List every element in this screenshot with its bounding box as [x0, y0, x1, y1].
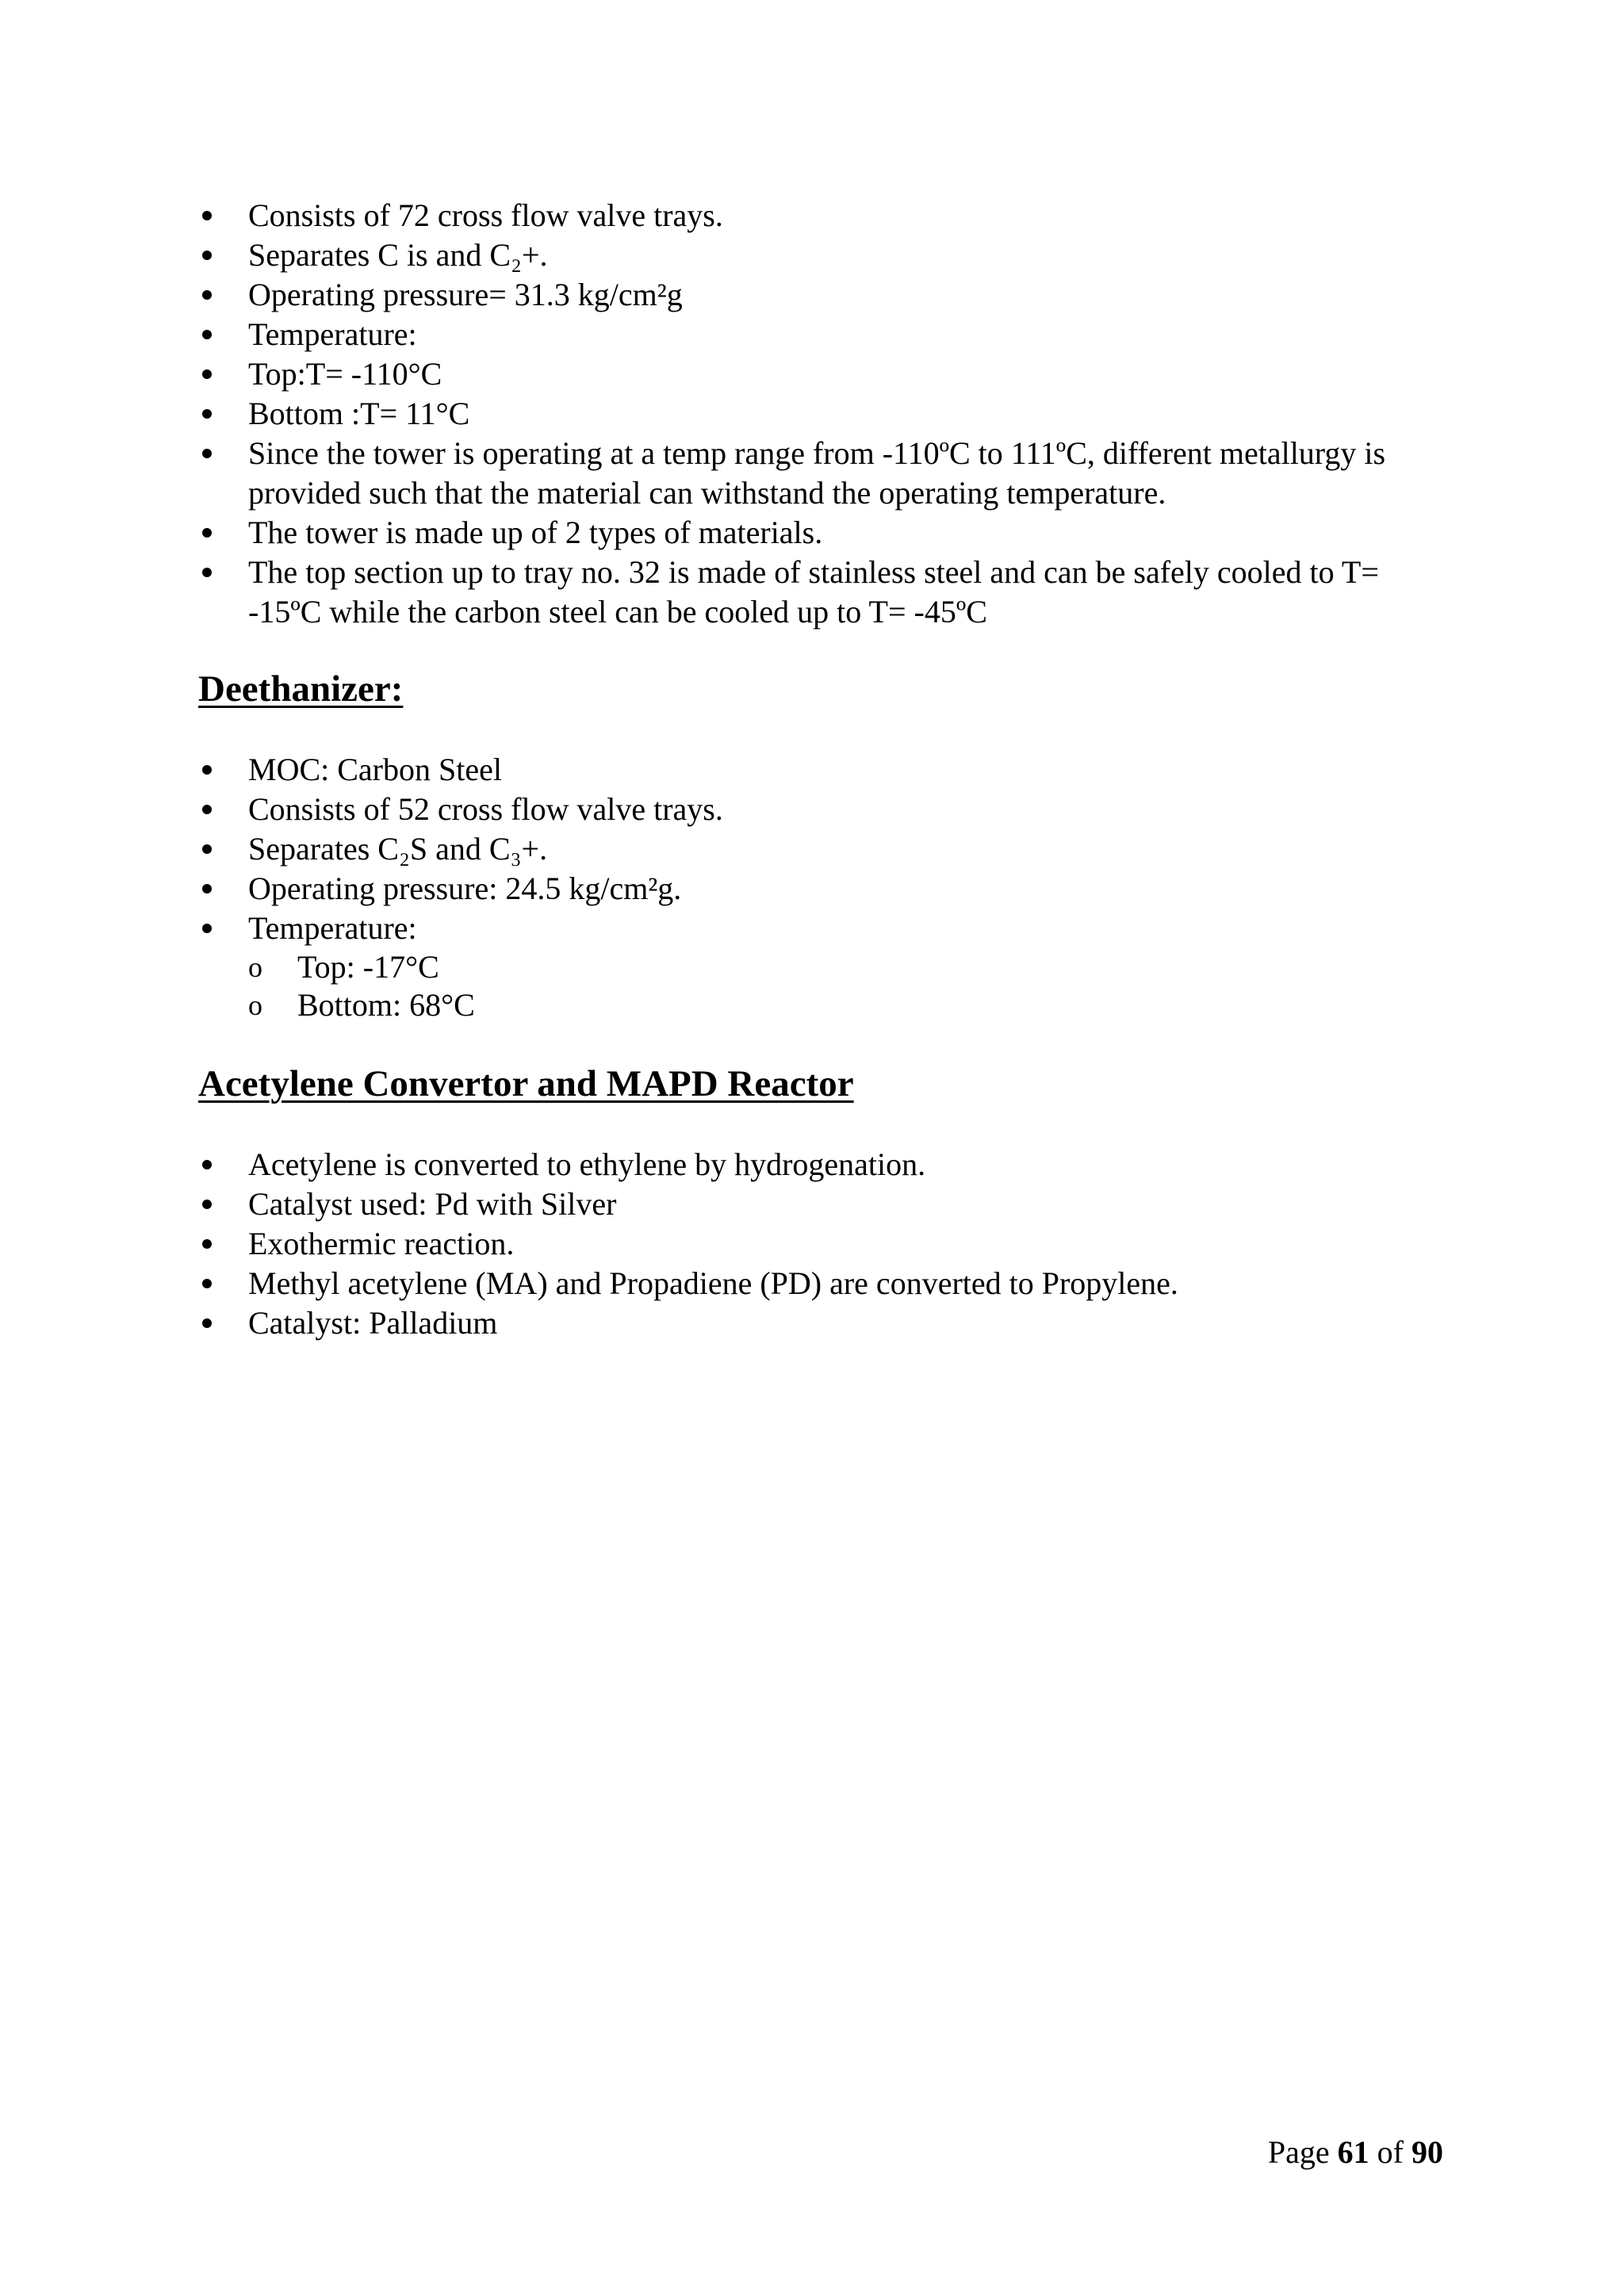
list-item: Top:T= -110°C	[198, 354, 1443, 394]
list-item: Catalyst: Palladium	[198, 1303, 1443, 1343]
deethanizer-heading: Deethanizer:	[198, 668, 404, 710]
current-page-number: 61	[1337, 2134, 1369, 2170]
list-item: Separates C is and C₂+.	[198, 235, 1443, 275]
list-item: The top section up to tray no. 32 is made of stainless steel and can be safely cooled to T= -15ºC while the carbon steel can be cooled up to T= -45ºC	[198, 553, 1443, 632]
sublist-item: o Top: -17°C	[198, 948, 1443, 986]
list-item: Catalyst used: Pd with Silver	[198, 1184, 1443, 1224]
list-item: Since the tower is operating at a temp range from -110ºC to 111ºC, different metallurgy is provided such that the material can withstand the operating temperature.	[198, 434, 1443, 513]
list-item: Operating pressure= 31.3 kg/cm²g	[198, 275, 1443, 315]
list-item: Acetylene is converted to ethylene by hydrogenation.	[198, 1145, 1443, 1184]
acetylene-list	[198, 1145, 1443, 1343]
list-item: Methyl acetylene (MA) and Propadiene (PD) are converted to Propylene.	[198, 1264, 1443, 1303]
list-item: Bottom :T= 11°C	[198, 394, 1443, 434]
tower-spec-list	[198, 196, 1443, 632]
list-item: Exothermic reaction.	[198, 1224, 1443, 1264]
list-item: Consists of 52 cross flow valve trays.	[198, 790, 1443, 829]
list-item: Temperature:	[198, 909, 1443, 948]
list-item: Separates C₂S and C₃+.	[198, 829, 1443, 869]
acetylene-heading: Acetylene Convertor and MAPD Reactor	[198, 1063, 854, 1104]
page-label: Page	[1267, 2134, 1330, 2170]
list-item: Temperature:	[198, 315, 1443, 354]
list-item: Operating pressure: 24.5 kg/cm²g.	[198, 869, 1443, 909]
page-number-footer	[1268, 2133, 1443, 2172]
total-pages-number: 90	[1411, 2134, 1443, 2170]
sublist-item: o Bottom: 68°C	[198, 986, 1443, 1024]
list-item: Consists of 72 cross flow valve trays.	[198, 196, 1443, 235]
deethanizer-list	[198, 750, 1443, 948]
temperature-sublist	[198, 948, 1443, 1024]
of-label: of	[1377, 2134, 1404, 2170]
list-item: MOC: Carbon Steel	[198, 750, 1443, 790]
page-content	[198, 196, 1443, 1343]
list-item: The tower is made up of 2 types of materials.	[198, 513, 1443, 553]
